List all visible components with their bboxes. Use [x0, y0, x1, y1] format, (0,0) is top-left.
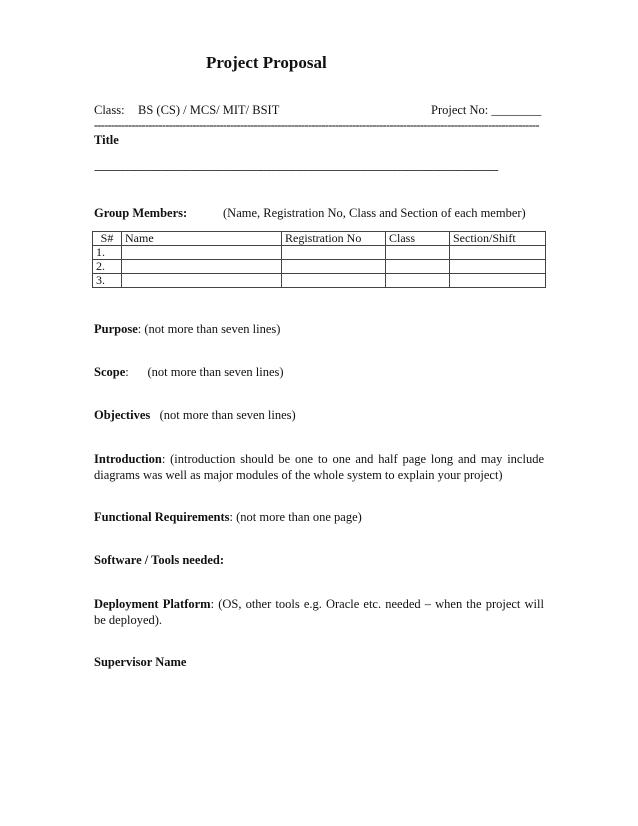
scope-label: Scope	[94, 365, 126, 379]
project-number-field: Project No: ________	[431, 103, 542, 117]
cell-name[interactable]	[122, 274, 282, 288]
page-title: Project Proposal	[206, 53, 327, 72]
cell-section[interactable]	[450, 246, 546, 260]
row-number: 1.	[93, 246, 122, 260]
deployment-label: Deployment Platform	[94, 597, 211, 611]
objectives-section	[94, 408, 296, 423]
deployment-hint: : (OS, other tools e.g. Oracle etc. needed – when the project will be deployed).	[94, 597, 544, 627]
purpose-label: Purpose	[94, 322, 138, 336]
cell-registration[interactable]	[282, 260, 386, 274]
col-name: Name	[122, 232, 282, 246]
cell-section[interactable]	[450, 274, 546, 288]
members-table	[92, 231, 546, 288]
objectives-hint: (not more than seven lines)	[150, 408, 296, 422]
class-value: BS (CS) / MCS/ MIT/ BSIT	[138, 103, 280, 117]
introduction-hint: : (introduction should be one to one and half page long and may include diagrams was well as major modules of the whole system to explain your project)	[94, 452, 544, 482]
cell-class[interactable]	[386, 274, 450, 288]
purpose-section	[94, 322, 280, 337]
col-class: Class	[386, 232, 450, 246]
functional-requirements-label: Functional Requirements	[94, 510, 230, 524]
purpose-hint: : (not more than seven lines)	[137, 322, 281, 336]
title-label: Title	[94, 133, 119, 147]
cell-class[interactable]	[386, 246, 450, 260]
supervisor-section	[94, 655, 186, 670]
table-header-row	[93, 232, 546, 246]
col-section: Section/Shift	[450, 232, 546, 246]
cell-name[interactable]	[122, 246, 282, 260]
software-tools-section	[94, 553, 224, 568]
title-blank-line: ---------------------------------------------------------------------------------------------------------------------------------------------	[94, 165, 498, 175]
group-members-label: Group Members:	[94, 206, 188, 220]
row-number: 3.	[93, 274, 122, 288]
table-row	[93, 246, 546, 260]
cell-class[interactable]	[386, 260, 450, 274]
functional-requirements-section	[94, 510, 362, 525]
class-row	[94, 103, 279, 118]
deployment-section	[94, 596, 544, 628]
col-sno: S#	[93, 232, 122, 246]
scope-hint: : (not more than seven lines)	[125, 365, 284, 379]
cell-registration[interactable]	[282, 246, 386, 260]
scope-section	[94, 365, 284, 380]
cell-registration[interactable]	[282, 274, 386, 288]
col-registration: Registration No	[282, 232, 386, 246]
software-tools-label: Software / Tools needed:	[94, 553, 224, 567]
introduction-label: Introduction	[94, 452, 162, 466]
objectives-label: Objectives	[94, 408, 151, 422]
cell-section[interactable]	[450, 260, 546, 274]
introduction-section	[94, 451, 544, 483]
row-number: 2.	[93, 260, 122, 274]
class-label: Class:	[94, 103, 125, 117]
functional-requirements-hint: : (not more than one page)	[229, 510, 362, 524]
supervisor-label: Supervisor Name	[94, 655, 187, 669]
cell-name[interactable]	[122, 260, 282, 274]
bold-separator: -----------------------------------------------------------------------------------------------------------------------------------	[94, 120, 539, 130]
group-members-hint: (Name, Registration No, Class and Section of each member)	[223, 206, 526, 220]
table-row	[93, 274, 546, 288]
table-row	[93, 260, 546, 274]
